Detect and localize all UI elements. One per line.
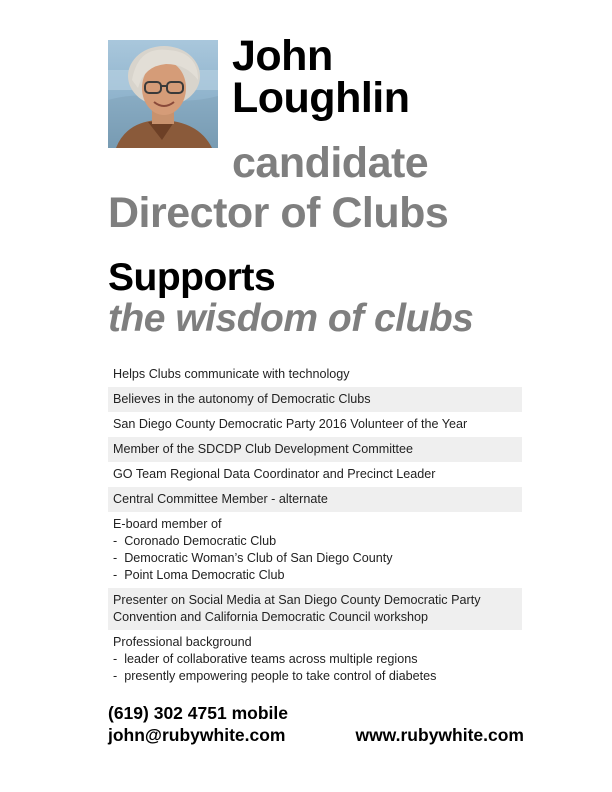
- list-item-text: Helps Clubs communicate with technology: [113, 367, 350, 381]
- list-item-text: San Diego County Democratic Party 2016 Volunteer of the Year: [113, 417, 468, 431]
- contact-block: [108, 702, 524, 746]
- website[interactable]: www.rubywhite.com: [355, 725, 524, 745]
- sub-list-item: - Point Loma Democratic Club: [113, 567, 518, 584]
- list-item: [108, 630, 522, 689]
- candidate-photo: [108, 40, 218, 148]
- candidate-label: candidate: [232, 139, 429, 187]
- supports-heading: Supports: [108, 256, 276, 299]
- candidate-name: [232, 32, 410, 122]
- list-item-text: Central Committee Member - alternate: [113, 492, 328, 506]
- list-item: [108, 512, 522, 588]
- list-item: [108, 462, 522, 487]
- tagline: the wisdom of clubs: [108, 297, 474, 340]
- list-item: [108, 588, 522, 630]
- sub-list-item: - Democratic Woman’s Club of San Diego County: [113, 550, 518, 567]
- list-item-text: E-board member of: [113, 517, 222, 531]
- list-item: [108, 412, 522, 437]
- list-item: [108, 487, 522, 512]
- sub-list-item: - presently empowering people to take control of diabetes: [113, 668, 518, 685]
- phone: (619) 302 4751 mobile: [108, 703, 288, 723]
- list-item-text: Convention and California Democratic Council workshop: [113, 610, 428, 624]
- list-item-text: Member of the SDCDP Club Development Committee: [113, 442, 414, 456]
- list-item-text: Believes in the autonomy of Democratic Clubs: [113, 392, 371, 406]
- list-item: [108, 362, 522, 387]
- sub-list: [113, 651, 518, 685]
- sub-list: [113, 533, 518, 584]
- qualifications-list: [108, 362, 522, 689]
- list-item: [108, 437, 522, 462]
- list-item-text: Professional background: [113, 635, 252, 649]
- email[interactable]: john@rubywhite.com: [108, 725, 286, 745]
- sub-list-item: - leader of collaborative teams across multiple regions: [113, 651, 518, 668]
- last-name: Loughlin: [232, 74, 410, 122]
- sub-list-item: - Coronado Democratic Club: [113, 533, 518, 550]
- list-item-text: GO Team Regional Data Coordinator and Precinct Leader: [113, 467, 436, 481]
- office-title: Director of Clubs: [108, 189, 449, 237]
- first-name: John: [232, 32, 333, 80]
- list-item-text: Presenter on Social Media at San Diego County Democratic Party: [113, 593, 481, 607]
- list-item: [108, 387, 522, 412]
